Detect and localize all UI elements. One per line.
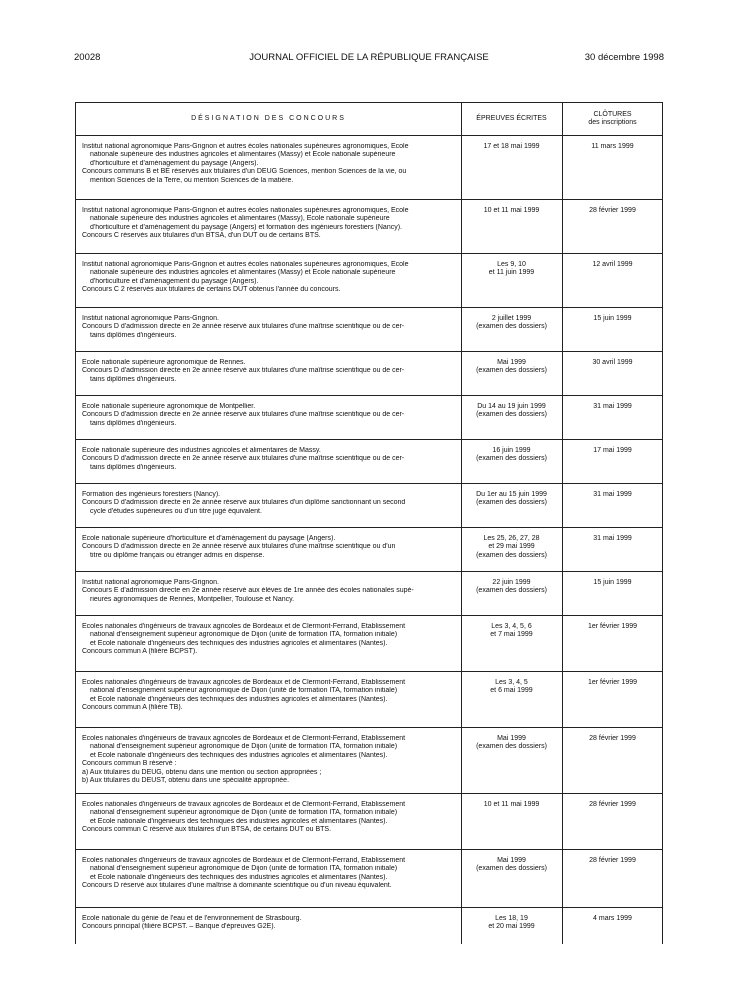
epreuves-cell	[461, 143, 562, 151]
designation-line: national d'enseignement supérieur agronomique de Dijon (unité de formation ITA, formation initiale)	[90, 865, 398, 873]
cloture-cell: 15 juin 1999	[593, 315, 632, 322]
designation-line: Concours D d'admission directe en 2e année réservé aux titulaires d'une maîtrise scientifique ou de cer-	[82, 455, 405, 463]
cloture-cell: 1er février 1999	[587, 679, 638, 686]
epreuves-cell	[461, 359, 562, 376]
designation-line: Ecole nationale supérieure agronomique de Montpellier.	[82, 403, 256, 410]
designation-line: Institut national agronomique Paris-Grignon et autres écoles nationales supérieures agronomiques, Ecole	[82, 143, 409, 150]
epreuves-line: 10 et 11 mai 1999	[483, 207, 540, 214]
designation-line: Concours C 2 réservés aux titulaires de certains DUT obtenus l'année du concours.	[82, 286, 341, 294]
designation-line: et Ecole nationale d'ingénieurs des techniques des industries agricoles et alimentaires (Nantes).	[90, 751, 388, 759]
table-row	[76, 199, 662, 254]
table-row	[76, 439, 662, 484]
designation-cell	[82, 143, 454, 185]
designation-line: Ecoles nationales d'ingénieurs de travaux agricoles de Bordeaux et de Clermont-Ferrand, Etablissement	[82, 735, 406, 742]
epreuves-cell	[461, 735, 562, 752]
designation-line: Concours communs B et BE réservés aux titulaires d'un DEUG Sciences, mention Sciences de la vie, ou	[82, 168, 407, 176]
cloture-cell: 30 avril 1999	[592, 359, 633, 366]
table-row	[76, 527, 662, 572]
designation-line: Concours commun A (filière BCPST).	[82, 648, 198, 656]
designation-line: Concours D d'admission directe en 2e année réservé aux titulaires d'une maîtrise scientifique ou de cer-	[82, 367, 405, 375]
designation-cell	[82, 579, 454, 604]
epreuves-line: (examen des dossiers)	[476, 499, 547, 507]
designation-line: Institut national agronomique Paris-Grignon et autres écoles nationales supérieures agronomiques, Ecole	[82, 261, 409, 268]
designation-line: d'horticulture et d'aménagement du paysage (Angers) et formation des ingénieurs forestiers (Nancy).	[90, 223, 402, 231]
designation-line: d'horticulture et d'aménagement du paysage (Angers).	[90, 277, 259, 285]
designation-cell	[82, 535, 454, 560]
epreuves-line: Les 18, 19	[495, 915, 528, 922]
table-row	[76, 253, 662, 308]
designation-line: Institut national agronomique Paris-Grignon.	[82, 315, 219, 322]
epreuves-line: (examen des dossiers)	[476, 367, 547, 375]
designation-line: Ecole nationale du génie de l'eau et de l'environnement de Strasbourg.	[82, 915, 302, 922]
epreuves-line: et 6 mai 1999	[490, 687, 533, 695]
epreuves-cell	[461, 623, 562, 640]
designation-line: Concours D d'admission directe en 2e année réservé aux titulaires d'une maîtrise scientifique ou de cer-	[82, 323, 405, 331]
table-row	[76, 395, 662, 440]
epreuves-line: (examen des dossiers)	[476, 865, 547, 873]
epreuves-cell	[461, 491, 562, 508]
cloture-cell: 31 mai 1999	[593, 403, 632, 410]
table-row	[76, 849, 662, 908]
cloture-cell: 31 mai 1999	[593, 491, 632, 498]
epreuves-line: et 20 mai 1999	[488, 923, 535, 931]
designation-line: tains diplômes d'ingénieurs.	[90, 375, 177, 383]
designation-cell	[82, 403, 454, 428]
epreuves-line: et 29 mai 1999	[488, 543, 535, 551]
designation-cell	[82, 623, 454, 657]
table-row	[76, 351, 662, 396]
table-row	[76, 907, 662, 961]
designation-line: titre ou diplôme français ou étranger admis en dispense.	[90, 551, 265, 559]
cloture-cell: 28 février 1999	[589, 857, 636, 864]
designation-line: Concours D d'admission directe en 2e année réservé aux titulaires d'une maîtrise scientifique ou d'un	[82, 543, 396, 551]
designation-cell	[82, 447, 454, 472]
epreuves-cell	[461, 535, 562, 560]
cloture-cell: 1er février 1999	[587, 623, 638, 630]
epreuves-cell	[461, 403, 562, 420]
designation-cell	[82, 261, 454, 295]
table-row	[76, 671, 662, 728]
table-row	[76, 307, 662, 352]
epreuves-cell	[461, 801, 562, 809]
page-header	[74, 52, 664, 66]
designation-cell	[82, 491, 454, 516]
column-header-designation: DÉSIGNATION DES CONCOURS	[191, 114, 346, 122]
epreuves-line: (examen des dossiers)	[476, 587, 547, 595]
epreuves-line: Du 1er au 15 juin 1999	[476, 491, 547, 498]
designation-line: Concours commun B réservé :	[82, 760, 177, 768]
designation-line: Concours D d'admission directe en 2e année réservé aux titulaires d'un diplôme sanctionnant un second	[82, 499, 406, 507]
table-row	[76, 483, 662, 528]
table-row	[76, 615, 662, 672]
epreuves-cell	[461, 261, 562, 278]
designation-line: national d'enseignement supérieur agronomique de Dijon (unité de formation ITA, formation initiale)	[90, 809, 398, 817]
column-header-epreuves: ÉPREUVES ÉCRITES	[476, 114, 547, 122]
designation-line: tains diplômes d'ingénieurs.	[90, 331, 177, 339]
designation-line: national d'enseignement supérieur agronomique de Dijon (unité de formation ITA, formation initiale)	[90, 687, 398, 695]
designation-line: Concours C réservés aux titulaires d'un BTSA, d'un DUT ou de certains BTS.	[82, 232, 321, 240]
designation-line: Ecole nationale supérieure agronomique de Rennes.	[82, 359, 246, 366]
epreuves-line: Mai 1999	[497, 735, 526, 742]
epreuves-line: 17 et 18 mai 1999	[483, 143, 540, 150]
designation-line: Concours commun C réservé aux titulaires d'un BTSA, de certains DUT ou BTS.	[82, 826, 332, 834]
page-number: 20028	[74, 52, 101, 63]
epreuves-cell	[461, 579, 562, 596]
publication-date: 30 décembre 1998	[584, 52, 664, 63]
column-header-clotures-title: CLÔTURES	[593, 110, 632, 118]
epreuves-line: Les 3, 4, 5	[495, 679, 528, 686]
epreuves-line: Les 25, 26, 27, 28	[483, 535, 540, 542]
epreuves-cell	[461, 447, 562, 464]
designation-line: nationale supérieure des industries agricoles et alimentaires (Massy) et Ecole nationale supérieure	[90, 151, 396, 159]
designation-cell	[82, 679, 454, 713]
designation-line: Ecoles nationales d'ingénieurs de travaux agricoles de Bordeaux et de Clermont-Ferrand, Etablissement	[82, 623, 406, 630]
designation-line: nationale supérieure des industries agricoles et alimentaires (Massy) et Ecole nationale supérieure	[90, 269, 396, 277]
designation-line: et Ecole nationale d'ingénieurs des techniques des industries agricoles et alimentaires (Nantes).	[90, 817, 388, 825]
epreuves-line: 2 juillet 1999	[491, 315, 532, 322]
designation-line: Concours D d'admission directe en 2e année réservé aux titulaires d'une maîtrise scientifique ou de cer-	[82, 411, 405, 419]
designation-line: Concours D réservé aux titulaires d'une maîtrise à dominante scientifique ou d'un niveau équivalent.	[82, 882, 392, 890]
cloture-cell: 15 juin 1999	[593, 579, 632, 586]
epreuves-cell	[461, 315, 562, 332]
designation-line: national d'enseignement supérieur agronomique de Dijon (unité de formation ITA, formation initiale)	[90, 631, 398, 639]
designation-line: nationale supérieure des industries agricoles et alimentaires (Massy), Ecole nationale supérieure	[90, 215, 390, 223]
epreuves-cell	[461, 915, 562, 932]
epreuves-line: Mai 1999	[497, 359, 526, 366]
designation-line: tains diplômes d'ingénieurs.	[90, 419, 177, 427]
cloture-cell: 17 mai 1999	[593, 447, 632, 454]
cloture-cell: 12 avril 1999	[592, 261, 633, 268]
designation-line: et Ecole nationale d'ingénieurs des techniques des industries agricoles et alimentaires (Nantes).	[90, 639, 388, 647]
cloture-cell: 28 février 1999	[589, 735, 636, 742]
epreuves-line: (examen des dossiers)	[476, 551, 547, 559]
epreuves-line: (examen des dossiers)	[476, 323, 547, 331]
designation-line: Institut national agronomique Paris-Grignon.	[82, 579, 219, 586]
designation-cell	[82, 207, 454, 241]
cloture-cell: 28 février 1999	[589, 801, 636, 808]
designation-cell	[82, 857, 454, 891]
designation-line: et Ecole nationale d'ingénieurs des techniques des industries agricoles et alimentaires (Nantes).	[90, 695, 388, 703]
designation-line: Institut national agronomique Paris-Grignon et autres écoles nationales supérieures agronomiques, Ecole	[82, 207, 409, 214]
designation-line: cycle d'études supérieures ou d'un titre jugé équivalent.	[90, 507, 262, 515]
designation-line: mention Sciences de la Terre, ou mention Sciences de la matière.	[90, 176, 294, 184]
epreuves-line: et 7 mai 1999	[490, 631, 533, 639]
designation-cell	[82, 359, 454, 384]
table-row	[76, 135, 662, 200]
cloture-cell: 28 février 1999	[589, 207, 636, 214]
designation-line: national d'enseignement supérieur agronomique de Dijon (unité de formation ITA, formation initiale)	[90, 743, 398, 751]
designation-cell	[82, 735, 454, 785]
designation-line: Ecoles nationales d'ingénieurs de travaux agricoles de Bordeaux et de Clermont-Ferrand, Etablissement	[82, 857, 406, 864]
cloture-cell: 11 mars 1999	[591, 143, 634, 150]
designation-cell	[82, 315, 454, 340]
epreuves-line: Du 14 au 19 juin 1999	[477, 403, 546, 410]
concours-table	[75, 102, 663, 944]
table-row	[76, 793, 662, 850]
designation-line: Concours principal (filière BCPST. – Banque d'épreuves G2E).	[82, 923, 276, 931]
designation-line: Ecoles nationales d'ingénieurs de travaux agricoles de Bordeaux et de Clermont-Ferrand, Etablissement	[82, 801, 406, 808]
epreuves-line: 22 juin 1999	[492, 579, 531, 586]
designation-line: a) Aux titulaires du DEUG, obtenu dans une mention ou section appropriées ;	[82, 768, 322, 776]
designation-line: tains diplômes d'ingénieurs.	[90, 463, 177, 471]
designation-cell	[82, 915, 454, 932]
designation-line: Ecoles nationales d'ingénieurs de travaux agricoles de Bordeaux et de Clermont-Ferrand, Etablissement	[82, 679, 406, 686]
epreuves-line: Les 9, 10	[497, 261, 526, 268]
epreuves-line: (examen des dossiers)	[476, 455, 547, 463]
designation-line: rieures agronomiques de Rennes, Montpellier, Toulouse et Nancy.	[90, 595, 295, 603]
column-header-clotures-subtitle: des inscriptions	[588, 119, 637, 126]
epreuves-cell	[461, 679, 562, 696]
epreuves-line: 10 et 11 mai 1999	[483, 801, 540, 808]
journal-title: JOURNAL OFFICIEL DE LA RÉPUBLIQUE FRANÇAISE	[249, 52, 489, 63]
designation-line: b) Aux titulaires du DEUST, obtenu dans une spécialité appropriée.	[82, 777, 290, 785]
table-row	[76, 727, 662, 794]
designation-line: Concours commun A (filière TB).	[82, 704, 183, 712]
designation-line: Ecole nationale supérieure d'horticulture et d'aménagement du paysage (Angers).	[82, 535, 336, 542]
designation-line: Concours E d'admission directe en 2e année réservé aux élèves de 1re année des écoles nationales supé-	[82, 587, 414, 595]
epreuves-line: Mai 1999	[497, 857, 526, 864]
epreuves-line: et 11 juin 1999	[488, 269, 535, 277]
designation-line: Ecole nationale supérieure des industries agricoles et alimentaires de Massy.	[82, 447, 321, 454]
table-header-row	[76, 103, 662, 136]
column-header-clotures	[562, 103, 663, 135]
epreuves-line: (examen des dossiers)	[476, 411, 547, 419]
designation-line: Formation des ingénieurs forestiers (Nancy).	[82, 491, 221, 498]
cloture-cell: 4 mars 1999	[593, 915, 632, 922]
epreuves-cell	[461, 857, 562, 874]
epreuves-cell	[461, 207, 562, 215]
designation-line: d'horticulture et d'aménagement du paysage (Angers).	[90, 159, 259, 167]
designation-cell	[82, 801, 454, 835]
epreuves-line: Les 3, 4, 5, 6	[491, 623, 532, 630]
epreuves-line: (examen des dossiers)	[476, 743, 547, 751]
epreuves-line: 16 juin 1999	[492, 447, 531, 454]
designation-line: et Ecole nationale d'ingénieurs des techniques des industries agricoles et alimentaires (Nantes).	[90, 873, 388, 881]
table-row	[76, 571, 662, 616]
cloture-cell: 31 mai 1999	[593, 535, 632, 542]
